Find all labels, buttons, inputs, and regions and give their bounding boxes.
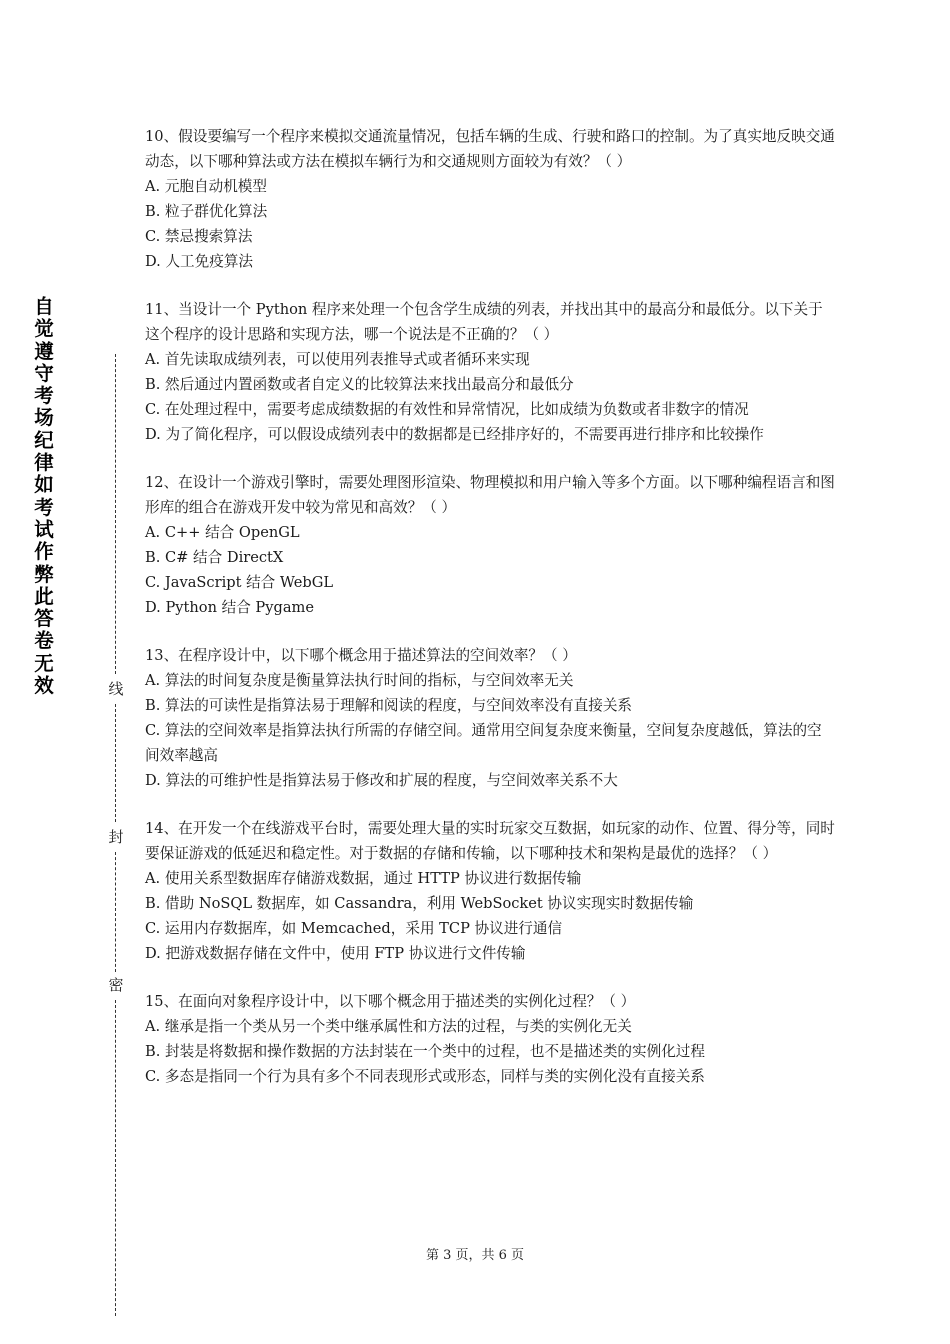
binding-notice: [30, 296, 58, 697]
option-c: C. 禁忌搜索算法: [145, 228, 253, 245]
option-a: A. 首先读取成绩列表，可以使用列表推导式或者循环来实现: [145, 351, 530, 368]
option-c: C. 算法的空间效率是指算法执行所需的存储空间。通常用空间复杂度来衡量，空间复杂度越低，算法的空间效率越高: [145, 722, 822, 764]
option-d: D. 把游戏数据存储在文件中，使用 FTP 协议进行文件传输: [145, 945, 526, 962]
option-a: A. 继承是指一个类从另一个类中继承属性和方法的过程，与类的实例化无关: [145, 1018, 632, 1035]
question-stem: 13、在程序设计中，以下哪个概念用于描述算法的空间效率？（ ）: [145, 647, 577, 664]
option-b: B. 然后通过内置函数或者自定义的比较算法来找出最高分和最低分: [145, 376, 574, 393]
page-number: 第 3 页，共 6 页: [425, 1248, 525, 1263]
question-stem: 11、当设计一个 Python 程序来处理一个包含学生成绩的列表，并找出其中的最高分和最低分。以下关于这个程序的设计思路和实现方法，哪一个说法是不正确的？（ ）: [145, 301, 823, 343]
option-d: D. 算法的可维护性是指算法易于修改和扩展的程度，与空间效率关系不大: [145, 772, 618, 789]
binding-label-xian: 线: [104, 680, 128, 698]
option-a: A. 算法的时间复杂度是衡量算法执行时间的指标，与空间效率无关: [145, 672, 574, 689]
question-12: [145, 470, 835, 620]
option-c: C. 多态是指同一个行为具有多个不同表现形式或形态，同样与类的实例化没有直接关系: [145, 1068, 705, 1085]
question-stem: 15、在面向对象程序设计中，以下哪个概念用于描述类的实例化过程？（ ）: [145, 993, 636, 1010]
binding-dash-line: [115, 704, 116, 822]
binding-dash-line: [115, 1000, 116, 1316]
question-list: [145, 124, 835, 1112]
option-c: C. 运用内存数据库，如 Memcached，采用 TCP 协议进行通信: [145, 920, 563, 937]
question-10: [145, 124, 835, 274]
question-15: [145, 989, 835, 1089]
option-a: A. C++ 结合 OpenGL: [145, 524, 300, 541]
option-a: A. 元胞自动机模型: [145, 178, 267, 195]
question-11: [145, 297, 835, 447]
question-13: [145, 643, 835, 793]
option-d: D. 人工免疫算法: [145, 253, 254, 270]
option-b: B. 算法的可读性是指算法易于理解和阅读的程度，与空间效率没有直接关系: [145, 697, 633, 714]
question-stem: 12、在设计一个游戏引擎时，需要处理图形渲染、物理模拟和用户输入等多个方面。以下哪种编程语言和图形库的组合在游戏开发中较为常见和高效？（ ）: [145, 474, 835, 516]
question-stem: 10、假设要编写一个程序来模拟交通流量情况，包括车辆的生成、行驶和路口的控制。为了真实地反映交通动态，以下哪种算法或方法在模拟车辆行为和交通规则方面较为有效？（ ）: [145, 128, 835, 170]
option-b: B. 借助 NoSQL 数据库，如 Cassandra，利用 WebSocket 协议实现实时数据传输: [145, 895, 694, 912]
option-d: D. Python 结合 Pygame: [145, 599, 315, 616]
option-b: B. C# 结合 DirectX: [145, 549, 284, 566]
option-d: D. 为了简化程序，可以假设成绩列表中的数据都是已经排序好的，不需要再进行排序和比较操作: [145, 426, 764, 443]
question-14: [145, 816, 835, 966]
option-c: C. 在处理过程中，需要考虑成绩数据的有效性和异常情况，比如成绩为负数或者非数字的情况: [145, 401, 749, 418]
option-b: B. 粒子群优化算法: [145, 203, 268, 220]
binding-label-feng: 封: [104, 828, 128, 846]
option-c: C. JavaScript 结合 WebGL: [145, 574, 334, 591]
binding-label-mi: 密: [104, 976, 128, 994]
option-a: A. 使用关系型数据库存储游戏数据，通过 HTTP 协议进行数据传输: [145, 870, 582, 887]
binding-notice-text: 自觉遵守考场纪律如考试作弊此答卷无效: [34, 295, 54, 698]
question-stem: 14、在开发一个在线游戏平台时，需要处理大量的实时玩家交互数据，如玩家的动作、位置、得分等，同时要保证游戏的低延迟和稳定性。对于数据的存储和传输，以下哪种技术和架构是最优的选择？（ ）: [145, 820, 835, 862]
binding-dash-line: [115, 852, 116, 972]
binding-dash-line: [115, 354, 116, 674]
option-b: B. 封装是将数据和操作数据的方法封装在一个类中的过程，也不是描述类的实例化过程: [145, 1043, 705, 1060]
